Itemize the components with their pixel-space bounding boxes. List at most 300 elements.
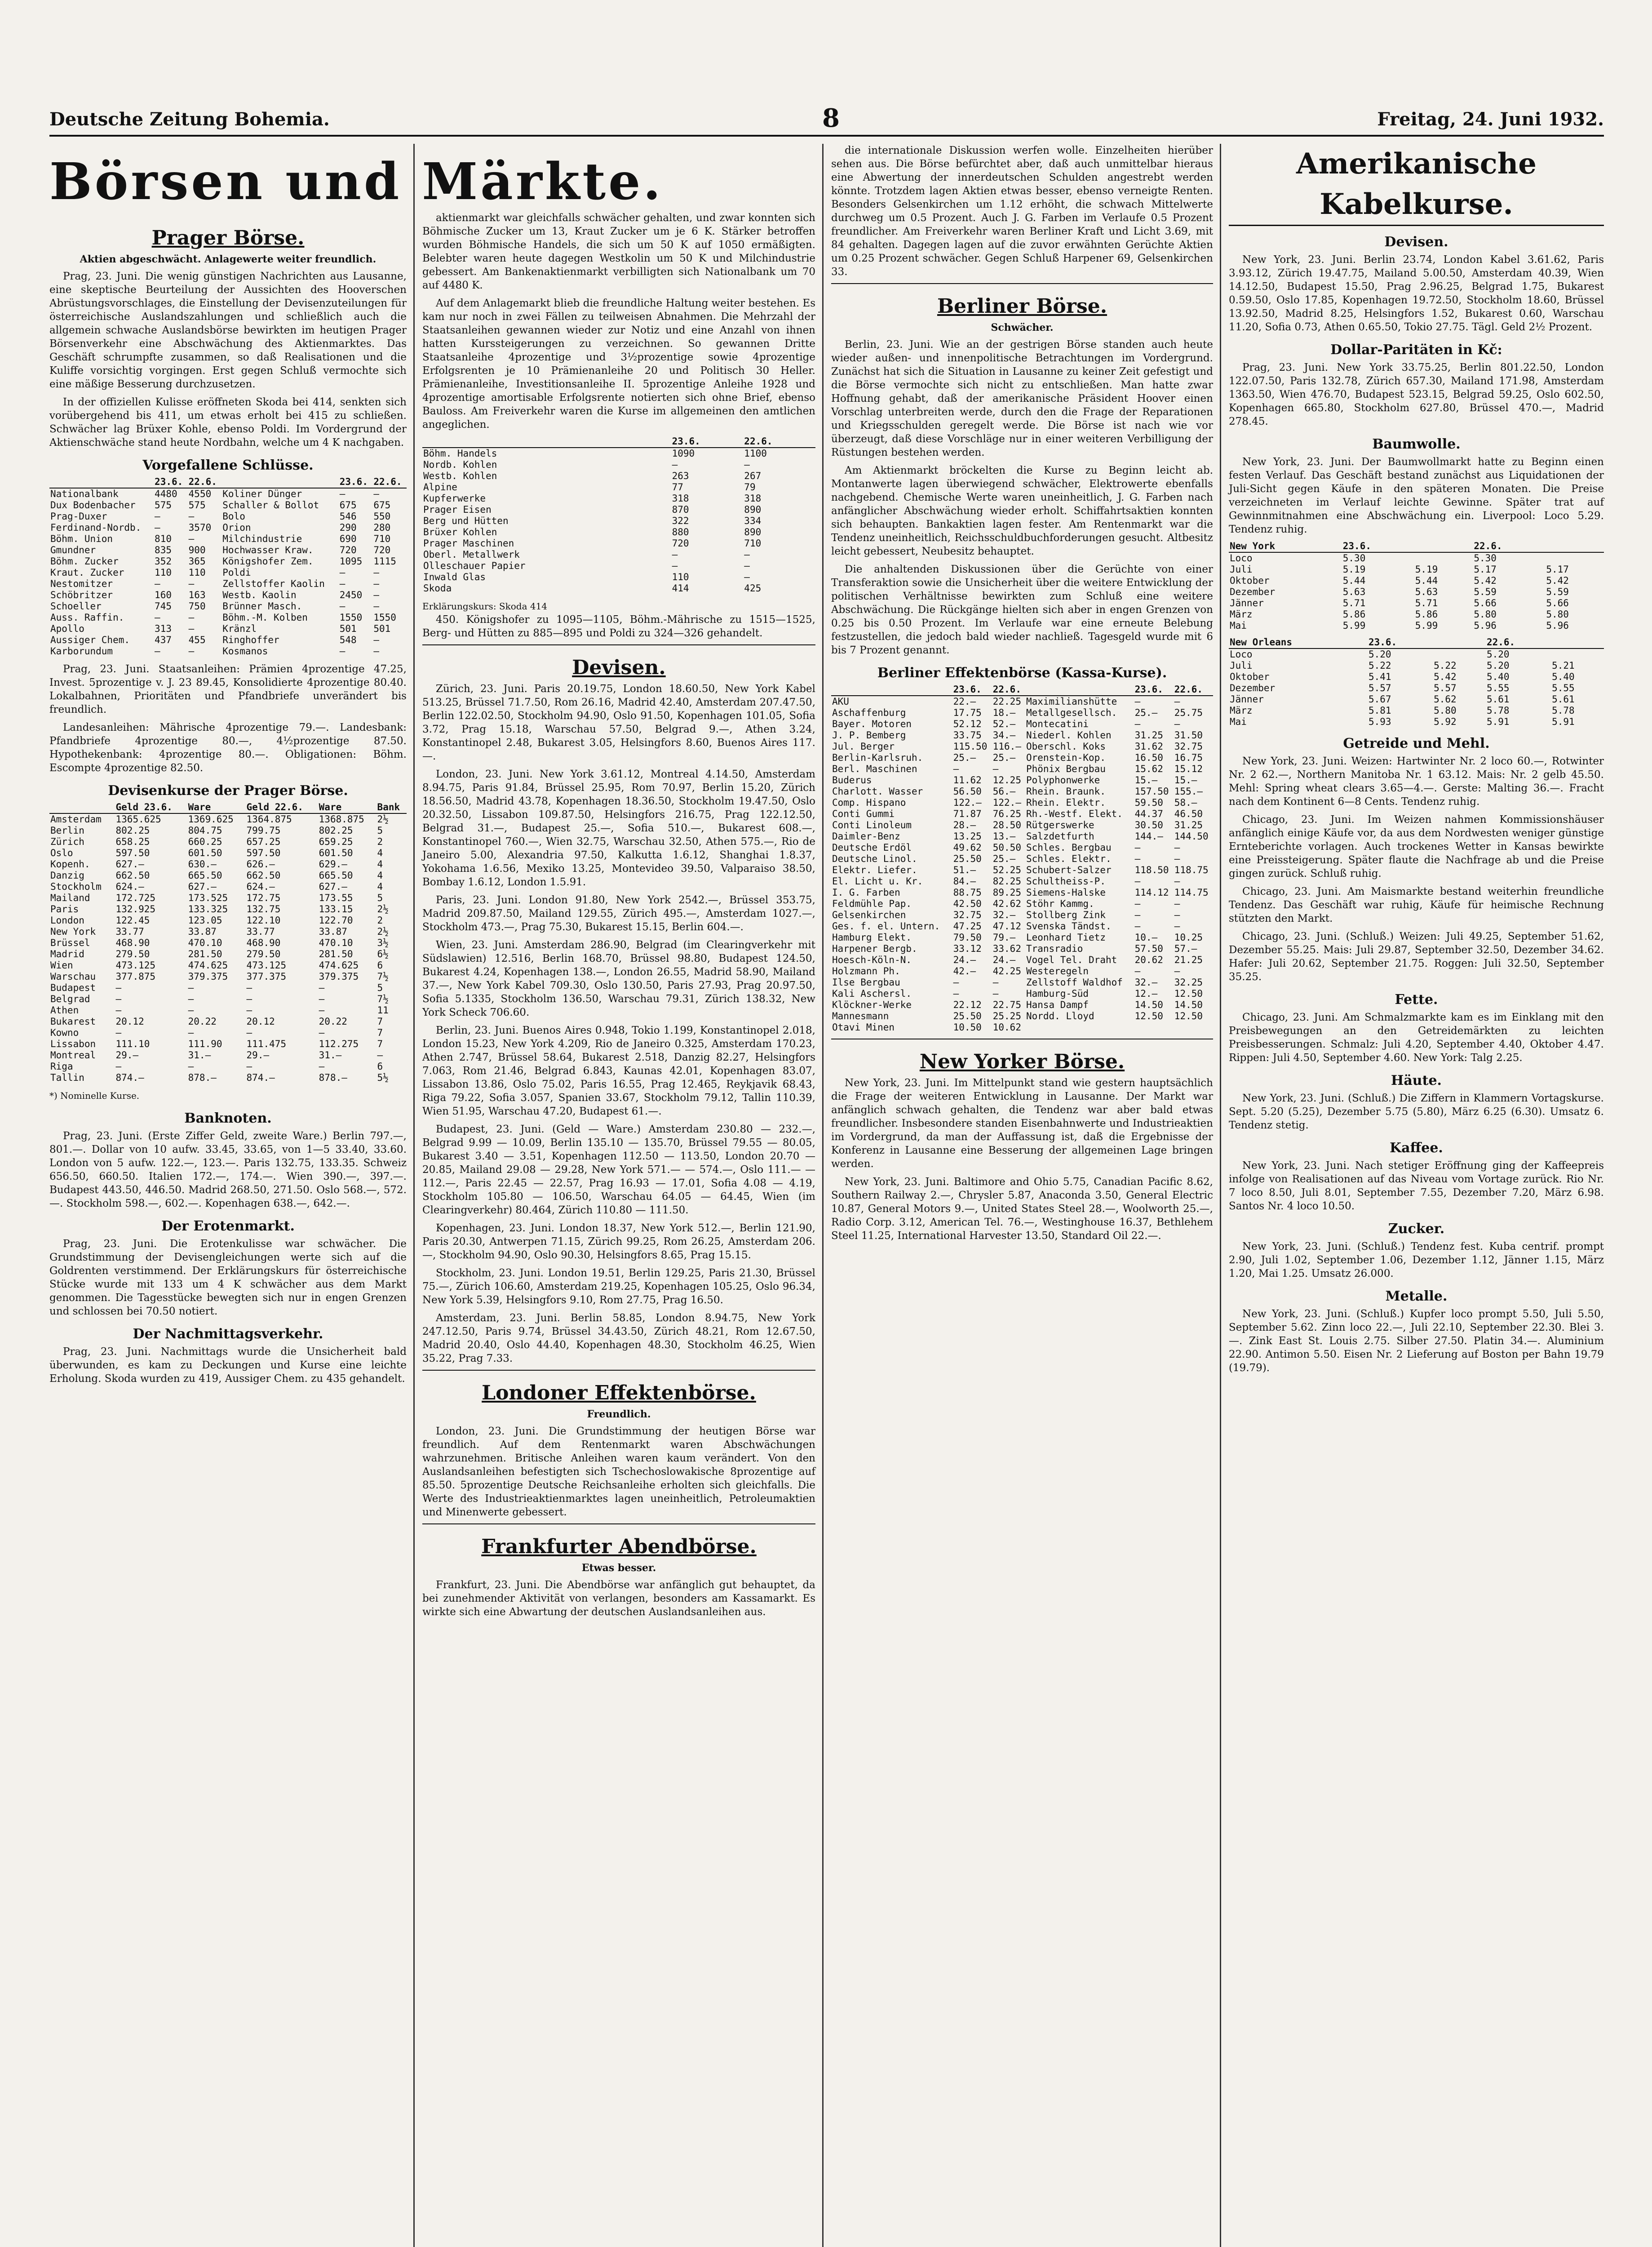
table-cell: — (992, 764, 999, 774)
table-cell: Ges. f. el. Untern. (832, 921, 940, 932)
table-cell: Orenstein-Kop. (1026, 752, 1106, 763)
table-cell: 122.— (992, 797, 1021, 808)
table-cell: Gelsenkirchen (832, 910, 906, 920)
table-cell: 281.50 (188, 949, 222, 959)
table-cell: 5.40 (1552, 671, 1575, 682)
table-cell: 32.75 (953, 910, 982, 920)
table-cell: Nordb. Kohlen (423, 459, 497, 470)
table-cell: Madrid (50, 949, 84, 959)
article-paragraph: Berlin, 23. Juni. Wie an der gestrigen Börse standen auch heute wieder außen- und innenpolitische Betrachtungen im Vordergrund. Zunächst hat sich die Situation in Lausanne zu keiner Zeit gefestigt und die Börse vermochte sich nicht zu entschließen. Man hatte zwar Hoffnung gehabt, daß der amerikanische Präsident Hoover einen Vorschlag unterbreiten werde, durch den die Frage der Reparationen und Kriegsschulden geregelt werde. Die Börse ist nach wie vor überzeugt, daß diese Vorschläge nur in einer weiteren Verbilligung der Rüstungen bestehen werden. (831, 339, 1213, 458)
devisen-prag-table (49, 802, 407, 1084)
table-cell: 132.925 (115, 904, 156, 915)
table-cell: 157.50 (1134, 786, 1169, 797)
table-cell: 1100 (744, 448, 767, 459)
table-row (422, 471, 815, 482)
table-cell: — (115, 1027, 122, 1038)
table-cell: — (1174, 696, 1180, 707)
article-paragraph: Frankfurt, 23. Juni. Die Abendbörse war anfänglich gut behauptet, da bei zunehmender Aktivität von verlangen, besonders am Kassamarkt. Es wirkte sich eine Abwartung der deutschen Auslandsanleihen aus. (422, 1579, 815, 1618)
table-header (1545, 541, 1604, 552)
table-row (1229, 671, 1604, 683)
schluesse-title: Vorgefallene Schlüsse. (142, 457, 314, 473)
table-cell: 546 (339, 511, 357, 522)
article-paragraph: Stockholm, 23. Juni. London 19.51, Berlin 129.25, Paris 21.30, Brüssel 75.—, Zürich 106.60, Amsterdam 219.25, Kopenhagen 105.25, Oslo 96.34, New York 5.39, Helsingfors 9.10, Rom 27.75, Prag 16.50. (422, 1267, 815, 1306)
table-cell: 318 (672, 493, 689, 504)
table-cell: Juli (1230, 564, 1253, 575)
table-cell: — (672, 560, 678, 571)
table-cell: 49.62 (953, 842, 982, 853)
table-cell: Conti Linoleum (832, 820, 912, 830)
table-cell: — (373, 578, 380, 589)
table-row (831, 932, 1213, 943)
banknoten-title: Banknoten. (184, 1110, 272, 1126)
table-cell: 58.— (1174, 797, 1197, 808)
table-cell: — (1134, 921, 1141, 932)
table-cell: 21.25 (1174, 955, 1203, 965)
table-header (49, 802, 115, 813)
table-cell: 18.— (992, 707, 1016, 718)
table-header: New Orleans (1229, 637, 1368, 648)
page-header (49, 103, 1604, 137)
table-cell: Kosmanos (222, 646, 268, 657)
table-row (49, 1050, 407, 1061)
table-cell: 5.42 (1546, 575, 1569, 586)
table-cell: Zürich (50, 836, 84, 847)
table-cell: 5.55 (1486, 683, 1510, 693)
table-cell: 10.62 (992, 1022, 1021, 1033)
table-cell: Milchindustrie (222, 533, 302, 544)
table-cell: 601.50 (188, 848, 222, 858)
devisen-prag-title: Devisenkurse der Prager Börse. (108, 783, 348, 799)
page-number: 8 (822, 103, 840, 133)
table-cell: Siemens-Halske (1026, 887, 1106, 898)
table-cell: 379.375 (188, 971, 228, 982)
table-row (831, 988, 1213, 999)
table-row (422, 459, 815, 471)
table-cell: 2450 (339, 590, 363, 600)
table-cell: 44.37 (1134, 808, 1163, 819)
table-cell: Inwald Glas (423, 572, 486, 582)
table-cell: 56.— (992, 786, 1016, 797)
no-cotton-table (1229, 637, 1604, 728)
table-cell: 624.— (115, 881, 144, 892)
table-cell: 25.— (992, 853, 1016, 864)
table-row (422, 493, 815, 504)
table-cell: 15.62 (1134, 764, 1163, 774)
table-cell: — (319, 1005, 325, 1016)
table-cell: El. Licht u. Kr. (832, 876, 923, 887)
article-paragraph: Wien, 23. Juni. Amsterdam 286.90, Belgrad (im Clearingverkehr mit Südslawien) 12.516, Berlin 168.70, Brüssel 98.80, Budapest 124.50, Bukarest 4.24, Kopenhagen 138.—, London 26.55, Madrid 58.90, Mailand 37.—, New York Kabel 709.30, Oslo 130.50, Paris 27.93, Prag 20.97.50, Sofia 5.1335, Stockholm 136.50, Warschau 79.31, Zürich 138.32, New York Scheck 706.60. (422, 939, 815, 1018)
table-cell: 33.87 (319, 926, 347, 937)
table-cell: 4480 (155, 488, 177, 499)
table-cell: Stockholm (50, 881, 102, 892)
table-cell: Dezember (1230, 683, 1276, 693)
table-cell: — (319, 1027, 325, 1038)
table-cell: 114.12 (1134, 887, 1169, 898)
table-cell: 1365.625 (115, 814, 161, 825)
table-cell: 5.44 (1342, 575, 1366, 586)
table-cell: Budapest (50, 982, 96, 993)
table-cell: Westb. Kaolin (222, 590, 297, 600)
table-cell: Tallin (50, 1072, 84, 1083)
table-row (49, 982, 407, 994)
table-row (422, 560, 815, 572)
table-cell: Ferdinand-Nordb. (50, 522, 142, 533)
table-cell: Rh.-Westf. Elekt. (1026, 808, 1123, 819)
column-4 (1229, 144, 1604, 2247)
table-cell: 5.57 (1434, 683, 1457, 693)
table-cell: 657.25 (246, 836, 281, 847)
table-row (422, 504, 815, 515)
table-row (422, 549, 815, 560)
london-subtitle: Freundlich. (587, 1408, 651, 1420)
table-cell: 79 (744, 482, 756, 493)
table-cell: 28.50 (992, 820, 1021, 830)
table-cell: 110 (672, 572, 689, 582)
table-cell: Brüxer Kohlen (423, 527, 497, 537)
table-row (49, 511, 407, 522)
table-cell: — (188, 533, 195, 544)
table-cell: 51.— (953, 865, 976, 875)
table-cell: 279.50 (115, 949, 150, 959)
table-cell: — (339, 488, 345, 499)
table-row (49, 623, 407, 635)
table-cell: — (1174, 853, 1180, 864)
table-cell: — (1174, 898, 1180, 909)
table-cell: 57.50 (1134, 943, 1163, 954)
table-cell: Transradio (1026, 943, 1083, 954)
table-cell: 473.125 (246, 960, 287, 971)
table-cell: 5.80 (1434, 705, 1457, 716)
table-cell: 76.25 (992, 808, 1021, 819)
table-cell: 32.— (1134, 977, 1158, 988)
table-row (49, 646, 407, 657)
table-cell: 5.99 (1342, 620, 1366, 631)
table-cell: 662.50 (246, 870, 281, 881)
table-cell: — (1174, 876, 1180, 887)
table-cell: 42.62 (992, 898, 1021, 909)
table-note: Erklärungskurs: Skoda 414 (422, 601, 548, 612)
article-paragraph: New York, 23. Juni. Im Mittelpunkt stand wie gestern hauptsächlich die Frage der weiteren Entwicklung in Lausanne. Der Markt war anfänglich schwach gehalten, die Tendenz war aber bald etwas freundlicher. Insbesondere standen Eisenbahnwerte und Industrieaktien im Vordergrund, da man der Auffassung ist, daß die Ergebnisse der Konferenz in Lausanne eine Besserung der allgemeinen Lage bringen werden. (831, 1077, 1213, 1170)
newyork-title: New Yorker Börse. (919, 1050, 1125, 1073)
table-cell: 29.— (115, 1050, 139, 1061)
nachmittag-title: Der Nachmittagsverkehr. (133, 1326, 323, 1342)
table-row (831, 775, 1213, 786)
getreide-title: Getreide und Mehl. (1343, 736, 1490, 751)
table-row (49, 533, 407, 545)
table-cell: Mai (1230, 620, 1247, 631)
table-row (49, 937, 407, 949)
table-cell: 601.50 (319, 848, 353, 858)
table-row (49, 904, 407, 915)
table-cell: 5.59 (1474, 586, 1497, 597)
table-row (422, 572, 815, 583)
table-cell: — (1134, 696, 1141, 707)
table-cell: — (373, 635, 380, 645)
metalle-title: Metalle. (1385, 1288, 1448, 1304)
table-cell: 473.125 (115, 960, 156, 971)
table-header: 22.6. (1486, 637, 1551, 648)
table-row (49, 1039, 407, 1050)
table-cell: — (1134, 876, 1141, 887)
table-cell: 890 (744, 504, 762, 515)
table-cell: 11.62 (953, 775, 982, 786)
table-cell: Oslo (50, 848, 73, 858)
table-cell: 5.66 (1474, 598, 1497, 608)
table-cell: — (155, 511, 160, 522)
table-cell: — (188, 612, 195, 623)
table-cell: 29.— (246, 1050, 270, 1061)
article-paragraph: Budapest, 23. Juni. (Geld — Ware.) Amsterdam 230.80 — 232.—, Belgrad 9.99 — 10.09, Berlin 135.10 — 135.70, Brüssel 79.55 — 80.05, Bukarest 3.40 — 3.51, Kopenhagen 112.50 — 113.50, London 20.70 — 20.85, Mailand 29.08 — 29.28, New York 571.— — 574.—, Oslo 111.— — 112.—, Paris 22.45 — 22.57, Prag 16.93 — 17.01, Sofia 4.08 — 4.19, Stockholm 105.80 — 106.50, Warschau 64.05 — 64.45, Wien (im Clearingverkehr) 80.464, Zürich 110.80 — 111.50. (422, 1124, 815, 1216)
table-cell: 675 (373, 500, 391, 511)
table-cell: 111.90 (188, 1039, 222, 1049)
article-paragraph: Auf dem Anlagemarkt blieb die freundliche Haltung weiter bestehen. Es kam nur noch in zwei Fällen zu teilweisen Abnahmen. Die Mehrzahl der Staatsanleihen gewannen wieder zur Notiz und eine Anzahl von ihnen hatten Kurssteigerungen zu verzeichnen. So gewannen Dritte Staatsanleihe 4prozentige und 3½prozentige sowie 4prozentige Erfolgsrenten je 10 Prämienanleihe 20 und Politisch 30 Heller. Prämienanleihe, Investitionsanleihe II. 5prozentige Anleihe 1928 und 4prozentige amortisable Erfolgsrente notierten sich ohne Brief, ebenso Bauloss. Am Freiverkehr waren die Kurse im allgemeinen den amtlichen angeglichen. (422, 298, 815, 431)
table-cell: 597.50 (115, 848, 150, 858)
table-cell: — (188, 1005, 194, 1016)
column-rule (822, 144, 824, 2247)
table-cell: 56.50 (953, 786, 982, 797)
table-header: 23.6. (1342, 541, 1414, 552)
table-cell: Westeregeln (1026, 966, 1089, 977)
table-cell: 122.— (953, 797, 982, 808)
table-cell: 474.625 (319, 960, 359, 971)
table-cell: Holzmann Ph. (832, 966, 900, 977)
table-row (831, 797, 1213, 808)
table-header: 22.6. (1174, 684, 1213, 696)
table-cell: Berlin-Karlsruh. (832, 752, 923, 763)
table-cell: 173.525 (188, 893, 228, 903)
table-cell: 52.25 (992, 865, 1021, 875)
table-cell: — (188, 1061, 194, 1072)
table-row (422, 583, 815, 594)
table-cell: — (953, 977, 959, 988)
article-paragraph: Paris, 23. Juni. London 91.80, New York 2542.—, Brüssel 353.75, Madrid 209.87.50, Mailand 129.55, Zürich 495.—, Amsterdam 1027.—, Stockholm 473.—, Prag 75.30, Bukarest 15.15, Berlin 604.—. (422, 894, 815, 933)
table-cell: 365 (188, 556, 206, 567)
table-cell (1551, 648, 1604, 660)
table-cell: 5.30 (1342, 553, 1366, 564)
table-cell: 42.25 (992, 966, 1021, 977)
devisen-title: Devisen. (1384, 234, 1448, 250)
table-cell: 110 (188, 567, 206, 578)
table-header (49, 476, 154, 488)
table-header: Geld 22.6. (246, 802, 318, 813)
section-masthead: Börsen und Märkte. (49, 152, 664, 211)
table-cell: 33.75 (953, 730, 982, 741)
table-cell: 5.30 (1474, 553, 1497, 564)
table-row (49, 1005, 407, 1016)
table-cell: Hochwasser Kraw. (222, 545, 314, 555)
table-cell: 5.63 (1415, 586, 1438, 597)
table-row (1229, 586, 1604, 598)
table-cell: 24.— (992, 955, 1016, 965)
table-cell: 425 (744, 583, 762, 594)
table-cell: — (188, 578, 195, 589)
table-cell: 133.325 (188, 904, 228, 915)
table-cell: 15.— (1174, 775, 1197, 786)
table-cell: 720 (373, 545, 391, 555)
article-paragraph: aktienmarkt war gleichfalls schwächer gehalten, und zwar konnten sich Böhmische Zucker um 13, Kraut Zucker um je 6 K. Stärker betroffen wurden Böhmische Handels, die sich um 50 K auf 1050 ermäßigten. Belebter waren heute dagegen Westkolin um 50 K und Milchindustrie gebessert. Am Bankenaktienmarkt verbilligten sich Nationalbank um 70 auf 4480 K. (422, 212, 815, 291)
table-cell: Schubert-Salzer (1026, 865, 1112, 875)
table-cell: Deutsche Linol. (832, 853, 917, 864)
table-header: 22.6. (372, 476, 407, 488)
table-cell: 5 (377, 825, 383, 836)
table-cell: 13.— (992, 831, 1016, 842)
table-cell: Montecatini (1026, 719, 1089, 729)
table-cell: — (953, 764, 959, 774)
article-paragraph: Landesanleihen: Mährische 4prozentige 79.—. Landesbank: Pfandbriefe 4prozentige 80.—, 4½prozentige 87.50. Hypothekenbank: 4prozentige 80.—. Obligationen: Böhm. Escompte 4prozentige 82.50. (49, 722, 407, 774)
table-header (831, 684, 952, 696)
table-cell: Hamburg Elekt. (832, 932, 912, 943)
table-cell: 878.— (188, 1072, 217, 1083)
table-cell: 57.— (1174, 943, 1197, 954)
table-cell: 4 (377, 881, 383, 892)
column-3 (831, 144, 1213, 2247)
table-cell: — (744, 459, 750, 470)
divider (831, 283, 1213, 284)
table-cell: Rhein. Braunk. (1026, 786, 1106, 797)
table-cell: 5.44 (1415, 575, 1438, 586)
table-cell: 414 (672, 583, 689, 594)
table-cell: Ilse Bergbau (832, 977, 900, 988)
table-row (49, 960, 407, 971)
table-cell: Westb. Kohlen (423, 471, 497, 481)
table-cell: Böhm. Zucker (50, 556, 119, 567)
table-cell: 5.42 (1474, 575, 1497, 586)
table-header: 23.6. (1134, 684, 1174, 696)
table-cell: Orion (222, 522, 251, 533)
table-cell: 263 (672, 471, 689, 481)
table-cell: Aschaffenburg (832, 707, 906, 718)
table-cell: Skoda (423, 583, 452, 594)
table-cell: — (1134, 910, 1141, 920)
table-cell: Prag-Duxer (50, 511, 107, 522)
column-rule (1220, 144, 1221, 2247)
table-row (49, 836, 407, 848)
table-row (49, 578, 407, 590)
table-cell: 874.— (115, 1072, 144, 1083)
table-header: 22.6. (743, 436, 815, 448)
table-row (49, 870, 407, 881)
table-row (49, 926, 407, 937)
table-cell: — (1174, 921, 1180, 932)
table-cell: — (188, 623, 195, 634)
table-cell: — (373, 488, 380, 499)
table-cell: London (50, 915, 84, 926)
article-paragraph: New York, 23. Juni. Der Baumwollmarkt hatte zu Beginn einen festen Verlauf. Das Geschäft bestand zunächst aus Liquidationen der Juli-Sicht gegen Käufe in den späteren Monaten. Die Preise verzeichneten im Verlauf leichte Gewinne. Später trat auf Gewinnmitnahmen eine Abschwächung ein. Liverpool: Loco 5.29. Tendenz ruhig. (1229, 456, 1604, 535)
table-cell: 7½ (377, 994, 389, 1004)
table-cell: 33.87 (188, 926, 217, 937)
haeute-title: Häute. (1391, 1073, 1442, 1088)
table-row (49, 500, 407, 511)
table-cell: 5.80 (1474, 609, 1497, 620)
table-cell: 470.10 (319, 937, 353, 948)
table-cell: 352 (155, 556, 172, 567)
table-cell: 59.50 (1134, 797, 1163, 808)
table-cell: 880 (672, 527, 689, 537)
table-row (831, 853, 1213, 865)
table-cell: Loco (1230, 553, 1253, 564)
table-cell: Böhm.-M. Kolben (222, 612, 308, 623)
zucker-title: Zucker. (1388, 1221, 1445, 1237)
table-cell: Kali Aschersl. (832, 988, 912, 999)
table-header: Geld 23.6. (115, 802, 187, 813)
table-row (831, 764, 1213, 775)
table-cell: Feldmühle Pap. (832, 898, 912, 909)
article-paragraph: Amsterdam, 23. Juni. Berlin 58.85, London 8.94.75, New York 247.12.50, Paris 9.74, Brüssel 34.43.50, Zürich 48.21, Rom 12.67.50, Madrid 20.40, Oslo 44.40, Kopenhagen 48.30, Stockholm 46.25, Wien 35.22, Prag 7.33. (422, 1312, 815, 1364)
table-cell: 280 (373, 522, 391, 533)
table-row (831, 910, 1213, 921)
table-cell: 5.22 (1368, 660, 1391, 671)
table-cell: Berg und Hütten (423, 515, 509, 526)
table-cell: 5.71 (1342, 598, 1366, 608)
table-cell: 665.50 (319, 870, 353, 881)
table-cell: 84.— (953, 876, 976, 887)
table-cell: Schaller & Bollot (222, 500, 319, 511)
table-cell: Zellstoffer Kaolin (222, 578, 325, 589)
table-cell: 627.— (115, 859, 144, 870)
table-cell: J. P. Bemberg (832, 730, 906, 741)
table-row (422, 482, 815, 493)
table-cell: 548 (339, 635, 357, 645)
table-cell: Kränzl (222, 623, 257, 634)
table-cell: Charlott. Wasser (832, 786, 923, 797)
table-cell: 5.86 (1415, 609, 1438, 620)
table-cell: 720 (339, 545, 357, 555)
table-cell: Aussiger Chem. (50, 635, 130, 645)
table-cell: 6 (377, 960, 383, 971)
divider (422, 1523, 815, 1524)
table-cell: 5.40 (1486, 671, 1510, 682)
table-cell: Harpener Bergb. (832, 943, 917, 954)
table-row (49, 825, 407, 836)
table-row (831, 955, 1213, 966)
table-cell: 501 (339, 623, 357, 634)
table-cell: 5.19 (1342, 564, 1366, 575)
table-cell: Daimler-Benz (832, 831, 900, 842)
table-cell: Svenska Tändst. (1026, 921, 1112, 932)
table-cell: 1369.625 (188, 814, 234, 825)
table-cell: Otavi Minen (832, 1022, 895, 1033)
article-paragraph: Chicago, 23. Juni. Am Schmalzmarkte kam es im Einklang mit den Preisbewegungen an den Getreidemärkten zu leichten Preisbesserungen. Schmalz: Juli 4.20, September 4.40, Oktober 4.47. Rippen: Juli 4.50, September 4.60. New York: Talg 2.25. (1229, 1012, 1604, 1064)
table-cell: März (1230, 609, 1253, 620)
table-cell: 17.75 (953, 707, 982, 718)
kabelkurse-masthead: Amerikanische Kabelkurse. (1229, 144, 1604, 226)
table-cell: 31.25 (1134, 730, 1163, 741)
table-cell: 5.42 (1434, 671, 1457, 682)
table-cell: 144.50 (1174, 831, 1209, 842)
table-cell: Ringhoffer (222, 635, 279, 645)
table-header: 23.6. (339, 476, 373, 488)
table-cell: 163 (188, 590, 206, 600)
table-cell: 874.— (246, 1072, 275, 1083)
table-cell: 750 (188, 601, 206, 612)
table-cell: 10.50 (953, 1022, 982, 1033)
table-cell: Leonhard Tietz (1026, 932, 1106, 943)
table-cell: 5.67 (1368, 694, 1391, 705)
table-cell: 5.78 (1552, 705, 1575, 716)
table-cell: 22.12 (953, 999, 982, 1010)
table-cell (1025, 1022, 1134, 1033)
table-cell: 34.— (992, 730, 1016, 741)
table-cell: Kowno (50, 1027, 79, 1038)
table-cell: 802.25 (115, 825, 150, 836)
table-row (1229, 609, 1604, 620)
article-paragraph: Zürich, 23. Juni. Paris 20.19.75, London 18.60.50, New York Kabel 513.25, Brüssel 71.7.50, Rom 26.16, Madrid 42.40, Amsterdam 207.47.50, Berlin 122.02.50, Stockholm 94.90, Oslo 91.50, Kopenhagen 101.05, Sofia 3.72, Prag 15.18, Warschau 57.50, Belgrad 9.—, Athen 3.24, Konstantinopel 2.48, Bukarest 3.05, Helsingfors 8.60, Buenos Aires 117.—. (422, 683, 815, 762)
london-title: Londoner Effektenbörse. (482, 1381, 756, 1404)
table-cell: 79.50 (953, 932, 982, 943)
table-cell: 79.— (992, 932, 1016, 943)
table-cell: 5.71 (1415, 598, 1438, 608)
article-paragraph: Prag, 23. Juni. Nachmittags wurde die Unsicherheit bald überwunden, es kam zu Deckungen und Kurse eine leichte Erholung. Skoda wurden zu 419, Aussiger Chem. zu 435 gehandelt. (49, 1346, 407, 1385)
